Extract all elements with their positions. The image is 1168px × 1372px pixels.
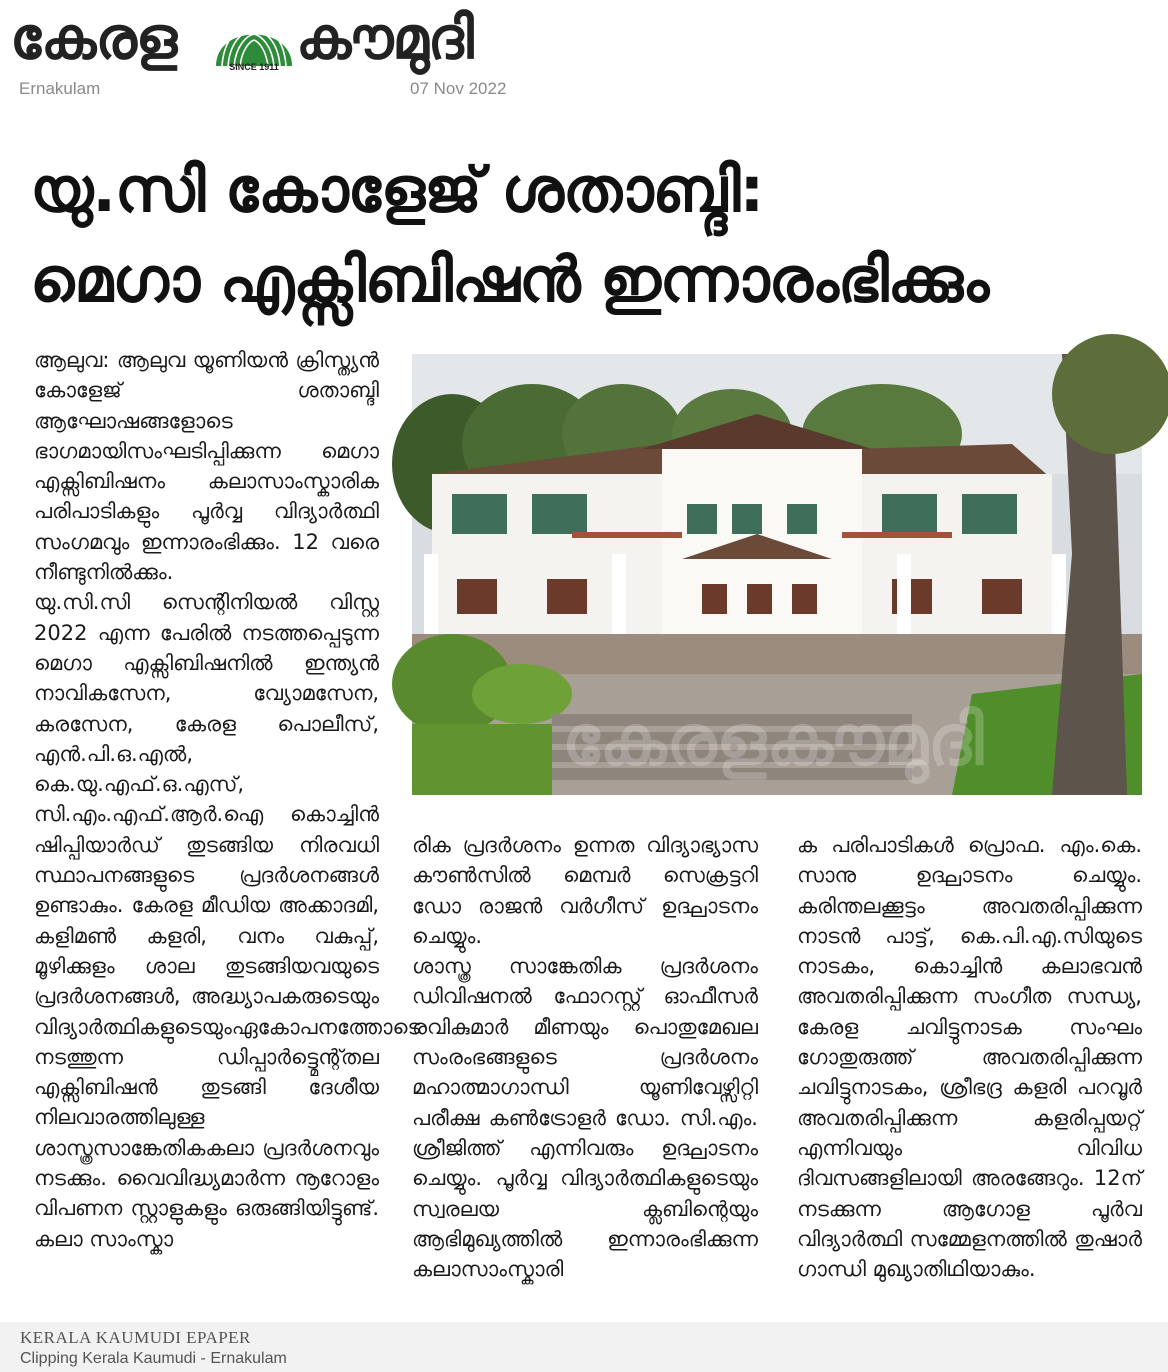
masthead-name-right: കൗമുദി [296,4,473,72]
college-building-image [412,354,1142,795]
article-column-3: ക പരിപാടികൾ പ്രൊഫ. എം.കെ. സാനു ഉദ്ഘാടനം ചെയ്യും. കരിന്തലക്കൂട്ടം അവതരിപ്പിക്കുന്ന നാടൻ പാട്ട്, കെ.പി.എ.സിയുടെ നാടകം, കൊച്ചിൻ കലാഭവൻ അവതരിപ്പിക്കുന്ന സംഗീത സന്ധ്യ, കേരള ചവിട്ടുനാടക സംഘം ഗോതുരുത്ത് അവതരിപ്പിക്കുന്ന ചവിട്ടുനാടകം, ശ്രീഭദ്ര കളരി പറവൂർ അവതരിപ്പിക്കുന്ന കളരിപ്പയറ്റ് എന്നിവയും വിവിധ ദിവസങ്ങളിലായി അരങ്ങേറും. 12ന് നടക്കുന്ന ആഗോള പൂർവ വിദ്യാർത്ഥി സമ്മേളനത്തിൽ തുഷാർ ഗാന്ധി മുഖ്യാതിഥിയാകും. [797,833,1142,1282]
article-column-2: രിക പ്രദർശനം ഉന്നത വിദ്യാഭ്യാസ കൗൺസിൽ മെമ്പർ സെക്രട്ടറി ഡോ രാജൻ വർഗീസ് ഉദ്ഘാടനം ചെയ്യും. ശാസ്ത്ര സാങ്കേതിക പ്രദർശനം ഡിവിഷനൽ ഫോറസ്റ്റ് ഓഫീസർ രവികുമാർ മീണയും പൊതുമേഖല സംരംഭങ്ങളുടെ പ്രദർശനം മഹാത്മാഗാന്ധി യൂണിവേഴ്സിറ്റി പരീക്ഷ കൺട്രോളർ ഡോ. സി.എം. ശ്രീജിത്ത് എന്നിവരും ഉദ്ഘാടനം ചെയ്യും. പൂർവ്വ വിദ്യാർത്ഥികളുടെയും സ്വരലയ ക്ലബിന്റെയും ആഭിമുഖ്യത്തിൽ ഇന്നാരംഭിക്കുന്ന കലാസാംസ്കാരി [412,833,758,1282]
publish-date: 07 Nov 2022 [410,79,507,98]
photo-watermark: കേരളകൗമുദി [562,699,984,781]
edition-label: Ernakulam [19,79,101,98]
footer [0,1322,1168,1372]
article-column-1: ആലുവ: ആലുവ യൂണിയൻ ക്രിസ്ത്യൻ കോളേജ് ശതാബ്ദി ആഘോഷങ്ങളോടെ ഭാഗമായിസംഘടിപ്പിക്കുന്ന മെഗാ എക്സിബിഷനം കലാസാംസ്കാരിക പരിപാടികളും പൂർവ്വ വിദ്യാർത്ഥി സംഗമവും ഇന്നാരംഭിക്കും. 12 വരെ നീണ്ടുനിൽക്കും. യു.സി.സി സെന്റിനിയൽ വിസ്റ്റ 2022 എന്ന പേരിൽ നടത്തപ്പെടുന്ന മെഗാ എക്സിബിഷനിൽ ഇന്ത്യൻ നാവികസേന, വ്യോമസേന, കരസേന, കേരള പൊലീസ്, എൻ.പി.ഒ.എൽ, കെ.യു.എഫ്.ഒ.എസ്, സി.എം.എഫ്.ആർ.ഐ കൊച്ചിൻ ഷിപ്പിയാർഡ് തുടങ്ങിയ നിരവധി സ്ഥാപനങ്ങളുടെ പ്രദർശനങ്ങൾ ഉണ്ടാകും. കേരള മീഡിയ അക്കാദമി, കളിമൺ കളരി, വനം വകുപ്പ്, മൂഴിക്കുളം ശാല തുടങ്ങിയവയുടെ പ്രദർശനങ്ങൾ, അദ്ധ്യാപകരുടെയും വിദ്യാർത്ഥികളുടെയുംഏകോപനത്തോടെ നടത്തുന്ന ഡിപ്പാർട്ട്മെന്റ്തല എക്സിബിഷൻ തുടങ്ങി ദേശീയ നിലവാരത്തിലുള്ള ശാസ്ത്രസാങ്കേതികകലാ പ്രദർശനവും നടക്കും. വൈവിദ്ധ്യമാർന്ന നൂറോളം വിപണന സ്റ്റാളുകളും ഒരുങ്ങിയിട്ടുണ്ട്. കലാ സാംസ്കാ [34,348,420,1251]
logo-caption: SINCE 1911 [229,62,279,72]
masthead-name-left: കേരള [10,4,177,72]
headline-line-2: മെഗാ എക്സിബിഷൻ ഇന്നാരംഭിക്കും [30,243,989,316]
masthead [0,0,520,110]
footer-title: KERALA KAUMUDI EPAPER [20,1328,251,1347]
headline-line-1: യു.സി കോളേജ് ശതാബ്ദി: [30,153,764,226]
footer-subtitle: Clipping Kerala Kaumudi - Ernakulam [20,1350,287,1367]
college-photo [412,354,1142,795]
